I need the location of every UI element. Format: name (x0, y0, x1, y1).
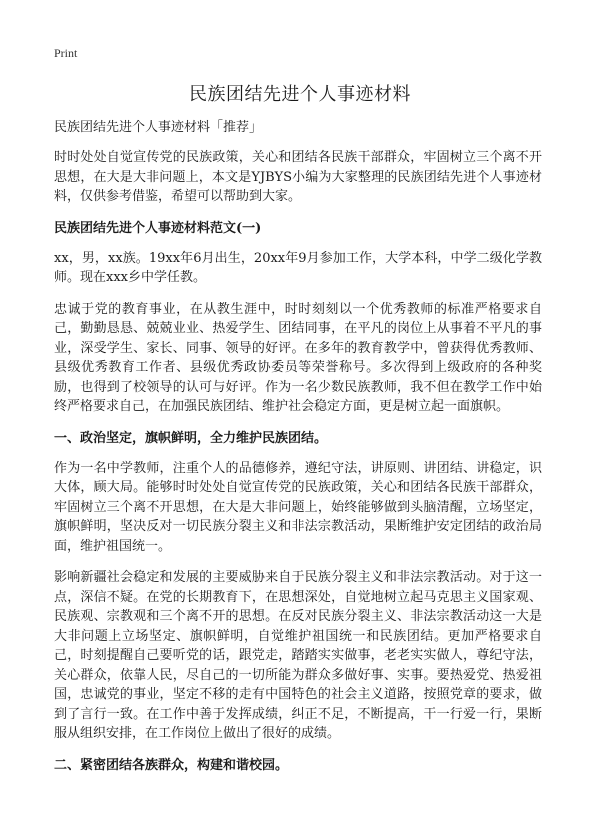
career-paragraph: 忠诚于党的教育事业，在从教生涯中，时时刻刻以一个优秀教师的标准严格要求自己，勤勤恳恳、兢兢业业、热爱学生、团结同事，在平凡的岗位上从事着不平凡的事业，深受学生、家长、同事、领导的好评。在多年的教育教学中，曾获得优秀教师、县级优秀教育工作者、县级优秀政协委员等荣誉称号。多次得到上级政府的各种奖励，也得到了校领导的认可与好评。作为一名少数民族教师，我不但在教学工作中始终严格要求自己，在加强民族团结、维护社会稳定方面，更是树立起一面旗帜。 (54, 301, 542, 414)
section-one-paragraph-b: 影响新疆社会稳定和发展的主要威胁来自于民族分裂主义和非法宗教活动。对于这一点，深信不疑。在党的长期教育下，在思想深处，自觉地树立起马克思主义国家观、民族观、宗教观和三个离不开的思想。在反对民族分裂主义、非法宗教活动这一大是大非问题上立场坚定、旗帜鲜明，自觉维护祖国统一和民族团结。更加严格要求自己，时刻提醒自己要听党的话，跟党走，踏踏实实做事，老老实实做人，尊纪守法，关心群众，依靠人民，尽自己的一切所能为群众多做好事、实事。要热爱党、热爱祖国，忠诚党的事业，坚定不移的走有中国特色的社会主义道路，按照党章的要求，做到了言行一致。在工作中善于发挥成绩，纠正不足，不断提高，干一行爱一行，果断服从组织安排，在工作岗位上做出了很好的成绩。 (54, 570, 542, 741)
section-heading-two: 二、紧密团结各族群众，构建和谐校园。 (54, 757, 289, 773)
bio-paragraph: xx，男，xx族。19xx年6月出生，20xx年9月参加工作，大学本科，中学二级化学教师。现在xxx乡中学任教。 (54, 250, 542, 285)
section-heading-one: 一、政治坚定，旗帜鲜明，全力维护民族团结。 (54, 430, 328, 446)
document-title: 民族团结先进个人事迹材料 (189, 84, 411, 105)
intro-paragraph: 时时处处自觉宣传党的民族政策，关心和团结各民族干部群众，牢固树立三个离不开思想，在大是大非问题上，本文是YJBYS小编为大家整理的民族团结先进个人事迹材料，仅供参考借鉴，希望可以帮助到大家。 (54, 150, 542, 204)
section-heading-example: 民族团结先进个人事迹材料范文(一) (54, 220, 262, 236)
print-label[interactable]: Print (54, 46, 78, 60)
document-subtitle: 民族团结先进个人事迹材料「推荐」 (54, 120, 263, 135)
document-body (54, 118, 542, 786)
section-one-paragraph-a: 作为一名中学教师，注重个人的品德修养，遵纪守法，讲原则、讲团结、讲稳定，识大体，顾大局。能够时时处处自觉宣传党的民族政策，关心和团结各民族干部群众，牢固树立三个离不开思想，在大是大非问题上，始终能够做到头脑清醒，立场坚定，旗帜鲜明，坚决反对一切民族分裂主义和非法宗教活动，果断维护安定团结的政治局面，维护祖国统一。 (54, 460, 542, 554)
